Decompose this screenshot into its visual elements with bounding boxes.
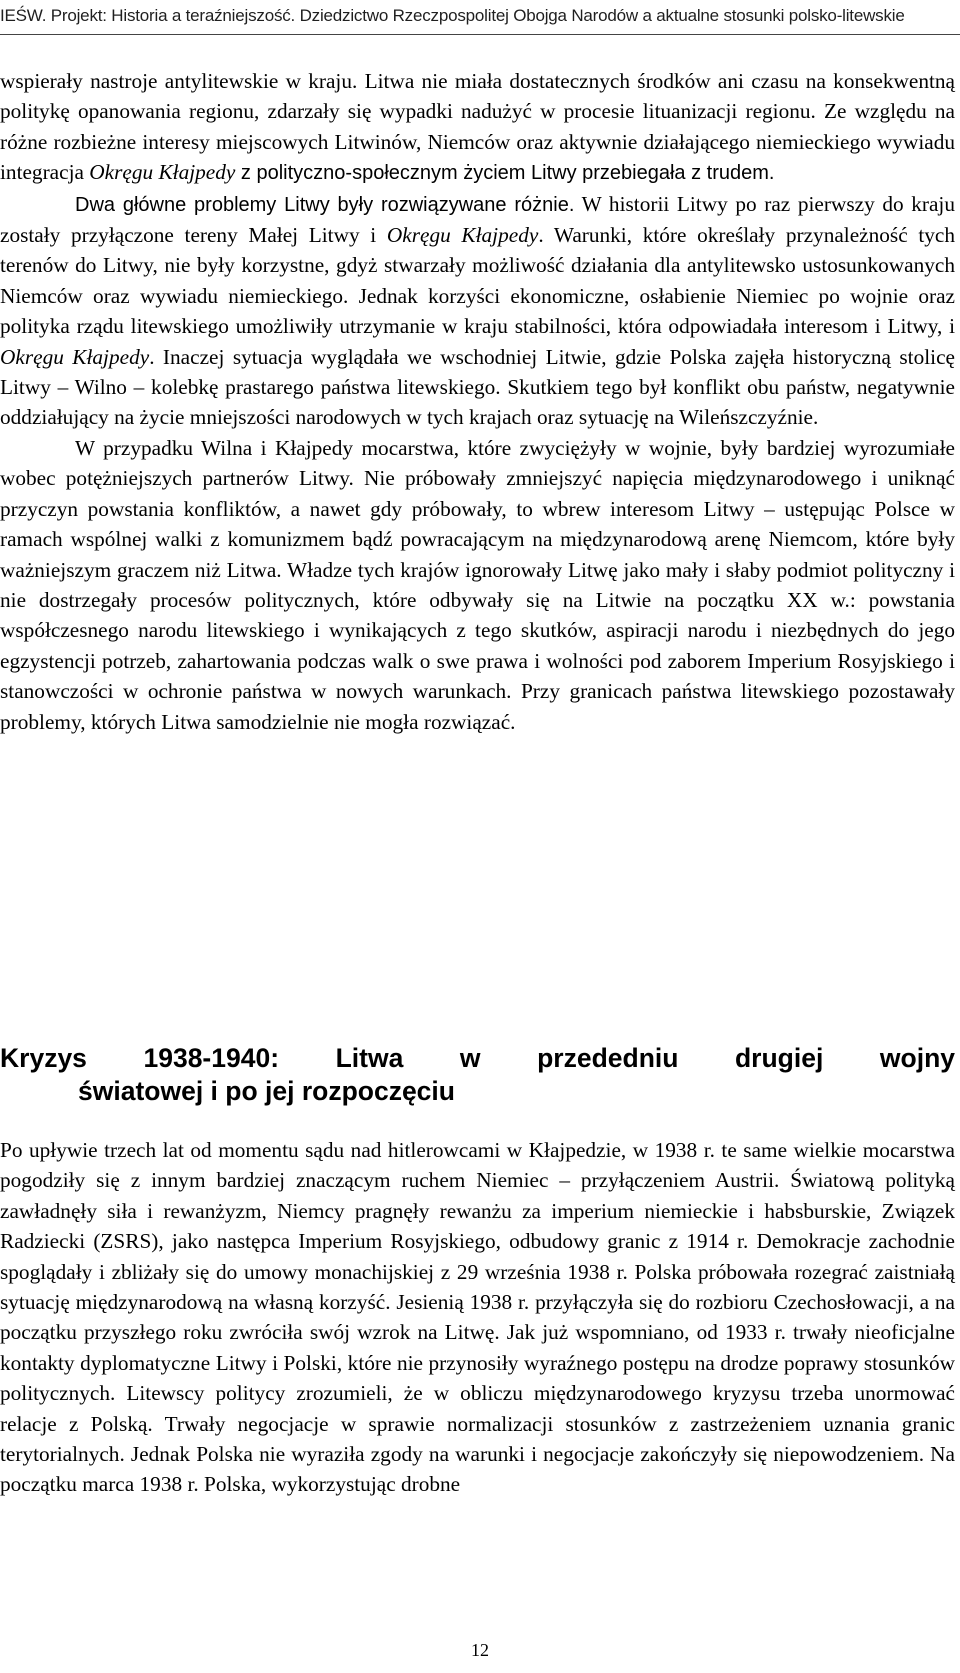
text-run: . Inaczej sytuacja wyglądała we wschodniej Litwie, gdzie Polska zajęła historyczną stolicę Litwy – Wilno – kolebkę prastarego państwa litewskiego. Skutkiem tego był konflikt obu państw, negatywnie oddziałujący na życie mniejszości narodowych w tych krajach oraz sytuację na Wileńszczyźnie. xyxy=(0,344,955,430)
section-heading-line-2: światowej i po jej rozpoczęciu xyxy=(78,1076,455,1106)
text-run: . Warunki, które określały przynależność tych terenów do Litwy, nie były korzystne, gdyż stwarzały możliwość działania dla antylitewsko ustosunkowanych Niemców oraz wywiadu niemieckiego. Jednak korzyści ekonomiczne, osłabienie Niemiec po wojnie oraz polityka rządu litewskiego umożliwiły utrzymanie w kraju stabilności, która odpowiadała interesom i Litwy, i xyxy=(0,223,956,339)
text-run: wspierały nastroje antylitewskie w kraju. Litwa nie miała dostatecznych środków ani czasu na konsekwentną politykę opanowania regionu, zdarzały się wypadki nadużyć w procesie lituanizacji regionu. Ze względu na różne rozbieżne interesy miejscowych Litwinów, Niemców oraz aktywnie działającego niemieckiego wywiadu integracja xyxy=(0,69,955,185)
paragraph xyxy=(0,189,955,433)
paragraph: W przypadku Wilna i Kłajpedy mocarstwa, które zwyciężyły w wojnie, były bardziej wyrozumiałe wobec potężniejszych partnerów Litwy. Nie próbowały zmniejszyć napięcia międzynarodowego i uniknąć przyczyn powstania konfliktów, a nawet gdy próbowały, to wbrew interesom Litwy – ustępując Polsce w ramach wspólnej walki z komunizmem bądź powracającym na międzynarodową arenę Niemcom, które były ważniejszym graczem niż Litwa. Władze tych krajów ignorowały Litwę jako mały i słaby podmiot polityczny i nie dostrzegały procesów politycznych, które odbywały się na Litwie na początku XX w.: powstania współczesnego narodu litewskiego i wynikających z tego skutków, aspiracji narodu i niezbędnych do jego egzystencji potrzeb, zahartowania podczas walk o swe prawa i wolności pod zaborem Imperium Rosyjskiego i stanowczości w ochronie państwa w nowych warunkach. Przy granicach państwa litewskiego pozostawały problemy, których Litwa samodzielnie nie mogła rozwiązać. xyxy=(0,435,955,734)
emphasis-text: Okręgu Kłajpedy xyxy=(89,160,236,185)
text-run: z polityczno-społecznym życiem Litwy przebiegała z trudem. xyxy=(235,162,775,185)
section-heading xyxy=(0,1042,955,1108)
page-number: 12 xyxy=(471,1640,489,1660)
section-1-body xyxy=(0,66,955,737)
running-header-title: IEŚW. Projekt: Historia a teraźniejszość. Dziedzictwo Rzeczpospolitej Obojga Narodów a aktualne stosunki polsko-litewskie xyxy=(0,6,905,25)
text-run: Dwa główne problemy Litwy były rozwiązywane różnie. xyxy=(75,193,575,216)
section-heading-line-1: Kryzys 1938-1940: Litwa w przededniu drugiej wojny xyxy=(0,1043,955,1073)
running-header xyxy=(0,0,960,35)
paragraph: Po upływie trzech lat od momentu sądu nad hitlerowcami w Kłajpedzie, w 1938 r. te same wielkie mocarstwa pogodziły się z innym bardziej znaczącym ruchem Niemiec – przyłączeniem Austrii. Światową polityką zawładnęły siła i rewanżyzm, Niemcy pragnęły rewanżu za imperium niemieckie i habsburskie, Związek Radziecki (ZSRS), jako następca Imperium Rosyjskiego, odbudowy granic z 1914 r. Demokracje zachodnie spoglądały i zbliżały się do umowy monachijskiej z 29 września 1938 r. Polska próbowała rozegrać zaistniałą sytuację międzynarodową na własną korzyść. Jesienią 1938 r. przyłączyła się do rozbioru Czechosłowacji, a na początku przyszłego roku zwróciła swój wzrok na Litwę. Jak już wspomniano, od 1933 r. trwały nieoficjalne kontakty dyplomatyczne Litwy i Polski, które nie przynosiły wyraźnego postępu na drodze poprawy stosunków politycznych. Litewscy politycy zrozumieli, że w obliczu międzynarodowego kryzysu trzeba unormować relacje z Polską. Trwały negocjacje w sprawie normalizacji stosunków z zastrzeżeniem uznania granic terytorialnych. Jednak Polska nie wyraziła zgody na warunki i negocjacje zakończyły się niepowodzeniem. Na początku marca 1938 r. Polska, wykorzystując drobne xyxy=(0,1138,955,1497)
text-run: W historii Litwy po raz pierwszy do kraju zostały przyłączone tereny Małej Litwy i xyxy=(0,191,955,248)
paragraph xyxy=(0,66,955,189)
emphasis-text: Okręgu Kłajpedy xyxy=(386,223,539,248)
section-2-body xyxy=(0,1135,955,1500)
emphasis-text: Okręgu Kłajpedy xyxy=(0,344,150,369)
